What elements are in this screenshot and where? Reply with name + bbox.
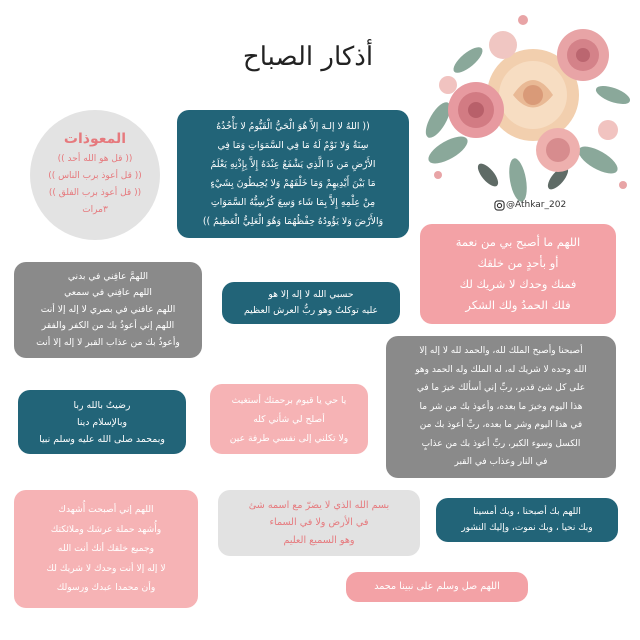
asbahna-line: في هذا اليوم وشر ما بعده، ربِّ أعوذ بك من — [419, 420, 583, 431]
rose-bouquet-illustration — [408, 0, 636, 205]
ashhaduk-card — [14, 490, 198, 608]
asbahna-line: في النار وعذاب في القبر — [454, 457, 548, 468]
bika-asbahna-line: اللهم بك أصبحنا ، وبك أمسينا — [473, 507, 581, 517]
asbahna-line: أصبحنا وأصبح الملك لله، والحمد لله لا إله إلا — [419, 346, 583, 357]
ayat-kursi-card — [177, 110, 409, 238]
afini-card — [14, 262, 202, 358]
bika-asbahna-line: وبك نحيا ، وبك نموت، وإليك النشور — [461, 523, 593, 533]
ma-asbaha-card — [420, 224, 616, 324]
asbahna-line: الله وحده لا شريك له، له الملك وله الحمد وهو — [415, 364, 587, 375]
salawat-line: اللهم صل وسلم على نبينا محمد — [374, 581, 500, 592]
ma-asbaha-line: فلك الحمدُ ولك الشكر — [465, 298, 571, 312]
bismillah-line: وهو السميع العليم — [283, 534, 355, 546]
page-title: أذكار الصباح — [242, 42, 374, 72]
hasbiya-line: حسبي الله لا إله إلا هو — [268, 289, 354, 300]
ashhaduk-line: وأن محمدا عبدك ورسولك — [56, 582, 156, 594]
afini-line: اللهم عافني في بصري لا إله إلا أنت — [40, 303, 176, 315]
muawwidhat-line: ۳مرات — [82, 205, 108, 215]
ashhaduk-line: لا إله إلا أنت وحدك لا شريك لك — [46, 562, 166, 574]
ya-hayy-line: أصلح لي شأني كله — [253, 413, 325, 425]
muawwidhat-line: (( قل أعوذ برب الناس )) — [48, 171, 142, 181]
ya-hayy-card — [210, 384, 368, 454]
ayat-kursi-line: (( اللهُ لا إلـهَ إلاَّ هُوَ الْحَيُّ الْقَيُّومُ لا تَأْخُذُهُ — [216, 121, 370, 132]
raditu-card — [18, 390, 186, 454]
ma-asbaha-line: أو بأحدٍ من خلقك — [477, 256, 559, 270]
ashhaduk-line: وأُشهد حملة عرشك وملائكتك — [50, 523, 162, 535]
ayat-kursi-line: وَالأَرْضَ وَلا يَؤُودُهُ حِفْظُهُمَا وَهُوَ الْعَلِيُّ الْعَظِيمُ )) — [202, 216, 384, 227]
instagram-icon — [494, 200, 505, 211]
asbahna-line: هذا اليوم وخيرَ ما بعده، وأعوذ بك من شر ما — [419, 401, 583, 412]
bismillah-line: في الأرض ولا في السماء — [269, 517, 369, 529]
asbahna-card — [386, 336, 616, 478]
afini-line: اللهم عافِني في سمعي — [64, 287, 152, 299]
raditu-line: وبالإسلام دينا — [76, 416, 128, 428]
asbahna-line: الكسل وسوء الكبر، ربِّ أعوذ بك من عذابٍ — [421, 438, 581, 449]
raditu-line: وبمحمد صلى الله عليه وسلم نبيا — [39, 433, 165, 445]
account-handle: @Athkar_202 — [506, 200, 567, 210]
ayat-kursi-line: الأَرْضِ مَن ذَا الَّذِي يَشْفَعُ عِنْدَهُ إِلاَّ بِإِذْنِهِ يَعْلَمُ — [210, 159, 376, 170]
hasbiya-card — [222, 282, 400, 324]
ma-asbaha-line: فمنك وحدك لا شريك لك — [459, 277, 577, 291]
ashhaduk-line: اللهم إني أصبحت أُشهدك — [58, 504, 154, 516]
raditu-line: رضيتُ بالله ربا — [73, 399, 131, 411]
afini-line: اللهمَّ عافِني في بدني — [67, 270, 149, 282]
bika-asbahna-card — [436, 498, 618, 542]
afini-line: وأعوذُ بك من عذاب القبر لا إله إلا أنت — [36, 336, 180, 348]
ashhaduk-line: وجميع خلقك أنك أنت الله — [57, 543, 155, 555]
ayat-kursi-line: سِنَةٌ وَلا نَوْمٌ لَهُ مَا فِي السَّمَوَاتِ وَمَا فِي — [217, 140, 369, 151]
muawwidhat-heading: المعوذات — [63, 131, 127, 147]
ayat-kursi-line: مِنْ عِلْمِهِ إِلاَّ بِمَا شَاء وَسِعَ كُرْسِيُّهُ السَّمَوَاتِ — [210, 197, 376, 208]
hasbiya-line: عليه توكلتُ وهو ربُّ العرش العظيم — [244, 305, 378, 316]
muawwidhat-circle — [30, 110, 160, 240]
ya-hayy-line: يا حي يا قيوم برحمتك أستغيث — [231, 394, 347, 406]
afini-line: اللهم إني أعوذُ بك من الكفر والفقر — [41, 320, 175, 332]
ya-hayy-line: ولا تكلني إلى نفسي طرفة عين — [229, 432, 349, 444]
bismillah-card — [218, 490, 420, 556]
bismillah-line: بسم الله الذي لا يضرّ مع اسمه شئ — [248, 499, 390, 511]
ayat-kursi-line: مَا بَيْنَ أَيْدِيهِمْ وَمَا خَلْفَهُمْ وَلا يُحِيطُونَ بِشَيْءٍ — [210, 178, 376, 189]
asbahna-line: على كل شئ قدير، ربِّ إني أسألك خيرَ ما في — [416, 383, 586, 394]
muawwidhat-line: (( قل أعوذ برب الفلق )) — [48, 188, 142, 198]
ma-asbaha-line: اللهم ما أصبح بي من نعمة — [455, 235, 581, 249]
muawwidhat-line: (( قل هو الله أحد )) — [57, 154, 133, 164]
salawat-card — [346, 572, 528, 602]
